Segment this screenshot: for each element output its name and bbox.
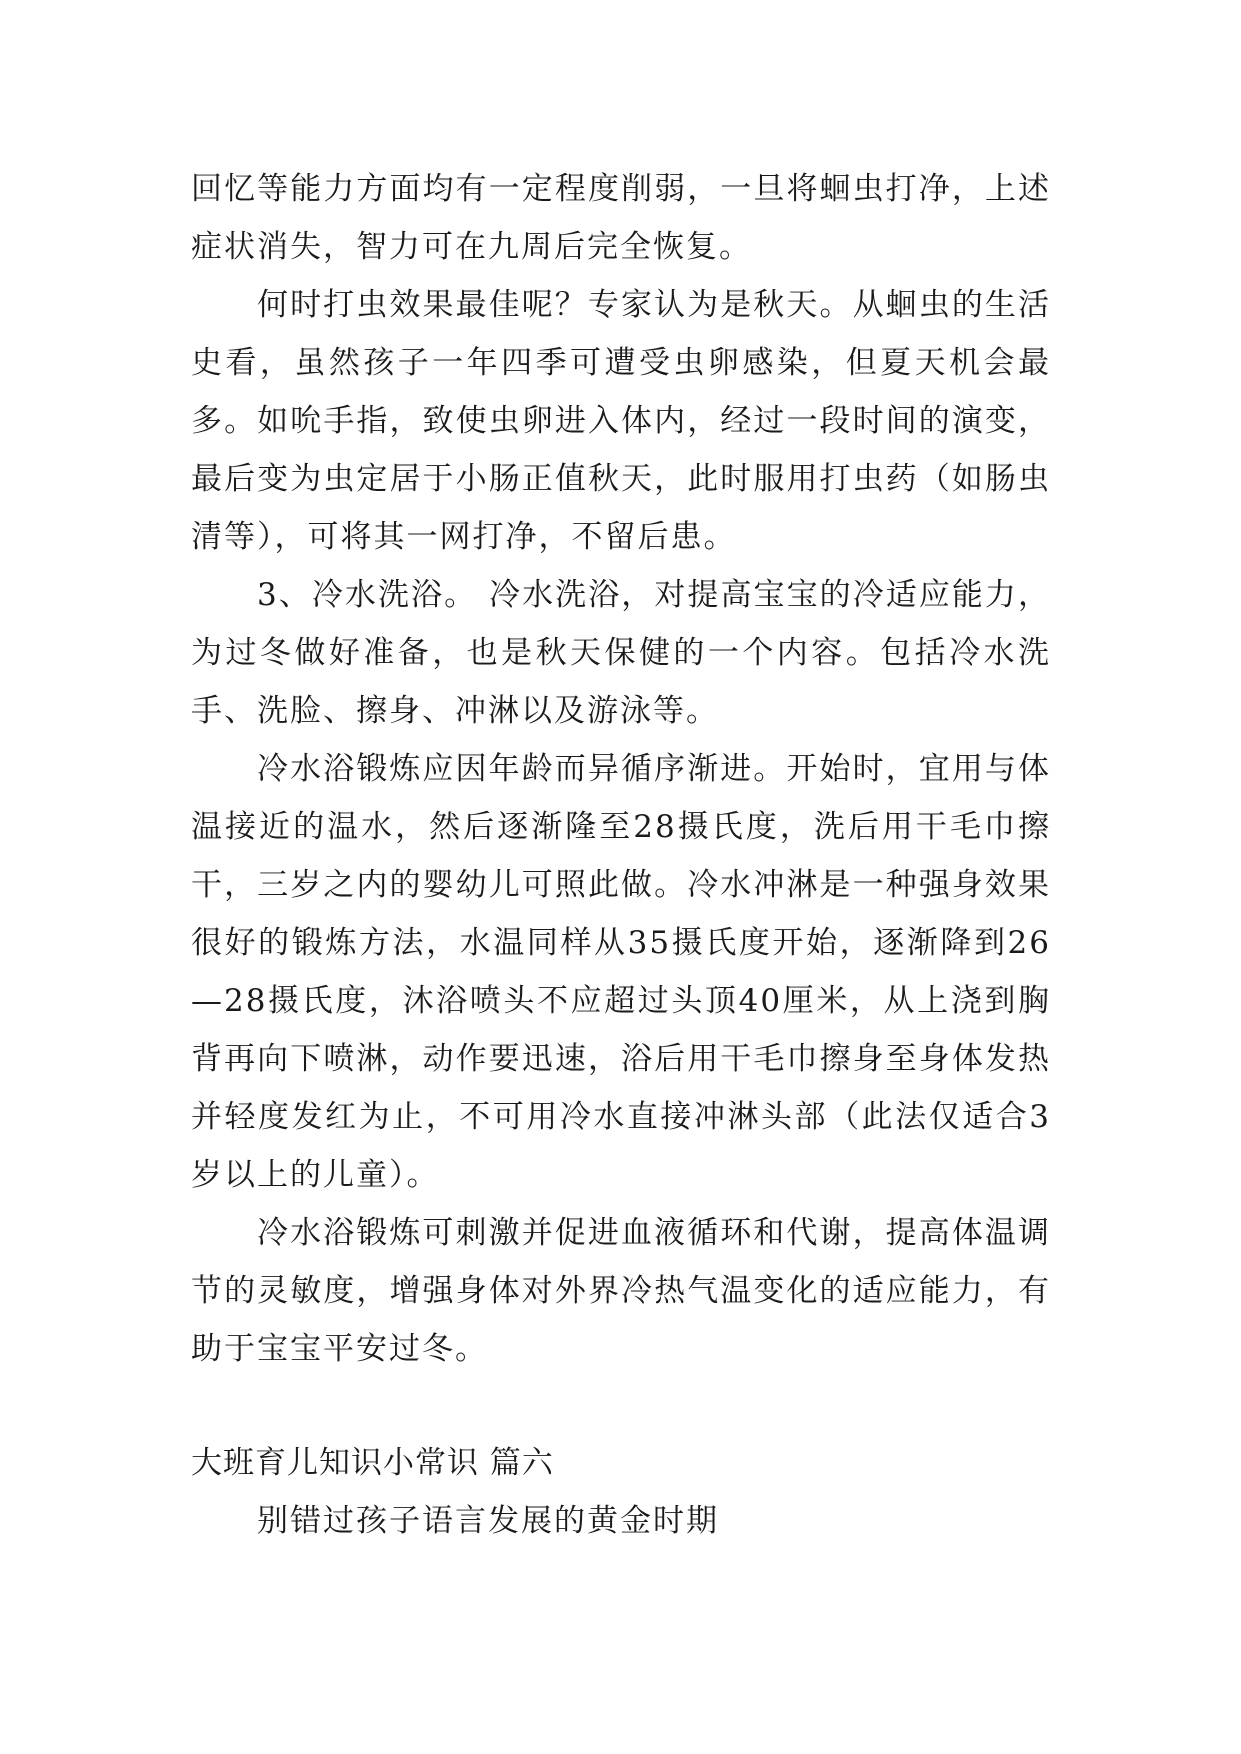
section-subtitle: 别错过孩子语言发展的黄金时期 xyxy=(257,1503,719,1539)
section-spacer xyxy=(191,1378,1051,1434)
paragraph-cold-water-method: 冷水浴锻炼应因年龄而异循序渐进。开始时，宜用与体温接近的温水，然后逐渐隆至28摄氏度，洗后用干毛巾擦干，三岁之内的婴幼儿可照此做。冷水冲淋是一种强身效果很好的锻炼方法，水温同样从35摄氏度开始，逐渐降到26—28摄氏度，沐浴喷头不应超过头顶40厘米，从上浇到胸背再向下喷淋，动作要迅速，浴后用干毛巾擦身至身体发热并轻度发红为止，不可用冷水直接冲淋头部（此法仅适合3岁以上的儿童）。 xyxy=(191,751,1051,1193)
paragraph-cold-water-bath: 3、冷水洗浴。 冷水洗浴，对提高宝宝的冷适应能力，为过冬做好准备，也是秋天保健的一个内容。包括冷水洗手、洗脸、擦身、冲淋以及游泳等。 xyxy=(191,577,1051,729)
paragraph-deworming-timing: 何时打虫效果最佳呢？专家认为是秋天。从蛔虫的生活史看，虽然孩子一年四季可遭受虫卵感染，但夏天机会最多。如吮手指，致使虫卵进入体内，经过一段时间的演变，最后变为虫定居于小肠正值秋天，此时服用打虫药（如肠虫清等），可将其一网打净，不留后患。 xyxy=(191,287,1051,555)
paragraph-continuation: 回忆等能力方面均有一定程度削弱，一旦将蛔虫打净，上述症状消失，智力可在九周后完全恢复。 xyxy=(191,171,1051,265)
document-body xyxy=(191,160,1051,1550)
paragraph-cold-water-benefits: 冷水浴锻炼可刺激并促进血液循环和代谢，提高体温调节的灵敏度，增强身体对外界冷热气温变化的适应能力，有助于宝宝平安过冬。 xyxy=(191,1215,1051,1367)
section-heading: 大班育儿知识小常识 篇六 xyxy=(191,1445,554,1481)
